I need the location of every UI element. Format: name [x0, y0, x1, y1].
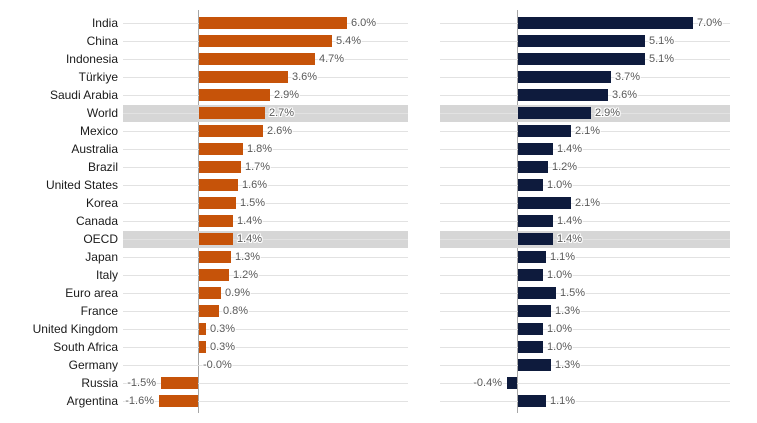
right-plot-cell — [440, 248, 730, 266]
chart-row-russia — [0, 374, 757, 392]
bar-south-africa — [518, 341, 543, 353]
value-label: 5.1% — [649, 35, 675, 47]
bar-world — [518, 107, 591, 119]
value-label: 2.1% — [575, 197, 601, 209]
value-label: 3.7% — [615, 71, 641, 83]
value-label: 1.4% — [557, 233, 583, 245]
category-label: Brazil — [87, 160, 118, 174]
row-leader-line — [440, 401, 730, 402]
category-label: OECD — [83, 232, 118, 246]
bar-argentina — [518, 395, 546, 407]
bar-united-states — [518, 179, 543, 191]
value-label: 2.9% — [274, 89, 300, 101]
left-plot-cell — [123, 104, 408, 122]
value-label: -0.0% — [203, 359, 232, 371]
category-label: Australia — [71, 142, 118, 156]
value-label: 1.5% — [240, 197, 266, 209]
bar-china — [518, 35, 645, 47]
right-plot-cell — [440, 392, 730, 410]
value-label: 1.1% — [550, 395, 576, 407]
row-leader-line — [440, 275, 730, 276]
bar-türkiye — [518, 71, 611, 83]
value-label: 2.9% — [595, 107, 621, 119]
chart-row-japan — [0, 248, 757, 266]
chart-row-argentina — [0, 392, 757, 410]
category-label: Germany — [68, 358, 118, 372]
value-label: 1.4% — [237, 215, 263, 227]
row-leader-line — [440, 221, 730, 222]
right-plot-cell — [440, 176, 730, 194]
bar-argentina — [159, 395, 198, 407]
value-label: 2.6% — [267, 125, 293, 137]
bar-japan — [199, 251, 231, 263]
value-label: 5.4% — [336, 35, 362, 47]
left-plot-cell — [123, 122, 408, 140]
chart-row-mexico — [0, 122, 757, 140]
category-label: Argentina — [66, 394, 118, 408]
value-label: 0.9% — [225, 287, 251, 299]
chart-row-brazil — [0, 158, 757, 176]
chart-row-south-africa — [0, 338, 757, 356]
chart-row-australia — [0, 140, 757, 158]
left-plot-cell — [123, 140, 408, 158]
right-plot-cell — [440, 212, 730, 230]
chart-row-korea — [0, 194, 757, 212]
bar-south-africa — [199, 341, 206, 353]
value-label: 5.1% — [649, 53, 675, 65]
left-plot-cell — [123, 68, 408, 86]
row-leader-line — [123, 365, 408, 366]
category-label: Indonesia — [65, 52, 118, 66]
right-plot-cell — [440, 374, 730, 392]
bar-canada — [518, 215, 553, 227]
bar-korea — [518, 197, 571, 209]
chart-row-türkiye — [0, 68, 757, 86]
right-plot-cell — [440, 194, 730, 212]
chart-row-united-kingdom — [0, 320, 757, 338]
left-plot-cell — [123, 302, 408, 320]
chart-row-united-states — [0, 176, 757, 194]
row-leader-line — [123, 311, 408, 312]
bar-australia — [518, 143, 553, 155]
category-label: Canada — [75, 214, 118, 228]
right-plot-cell — [440, 104, 730, 122]
row-leader-line — [440, 365, 730, 366]
value-label: 3.6% — [612, 89, 638, 101]
category-label: Japan — [85, 250, 118, 264]
left-plot-cell — [123, 248, 408, 266]
bar-united-states — [199, 179, 238, 191]
row-leader-line — [440, 185, 730, 186]
right-plot-cell — [440, 356, 730, 374]
bar-mexico — [518, 125, 571, 137]
row-leader-line — [440, 311, 730, 312]
bar-china — [199, 35, 332, 47]
bar-saudi-arabia — [199, 89, 270, 101]
bar-brazil — [199, 161, 241, 173]
value-label: 1.6% — [242, 179, 268, 191]
value-label: 1.3% — [235, 251, 261, 263]
row-leader-line — [123, 347, 408, 348]
right-plot-cell — [440, 230, 730, 248]
bar-france — [199, 305, 219, 317]
bar-türkiye — [199, 71, 288, 83]
row-leader-line — [123, 293, 408, 294]
bar-world — [199, 107, 265, 119]
row-leader-line — [123, 131, 408, 132]
row-leader-line — [123, 239, 408, 240]
value-label: 1.4% — [557, 143, 583, 155]
value-label: 1.0% — [547, 269, 573, 281]
left-plot-cell — [123, 158, 408, 176]
category-label: China — [86, 34, 118, 48]
left-plot-cell — [123, 338, 408, 356]
value-label: 1.3% — [555, 359, 581, 371]
category-label: South Africa — [53, 340, 118, 354]
row-leader-line — [123, 329, 408, 330]
chart-row-indonesia — [0, 50, 757, 68]
value-label: 1.7% — [245, 161, 271, 173]
bar-oecd — [199, 233, 233, 245]
category-label: Korea — [85, 196, 118, 210]
bar-indonesia — [199, 53, 315, 65]
category-label: Italy — [95, 268, 118, 282]
value-label: -1.6% — [125, 395, 154, 407]
value-label: 1.8% — [247, 143, 273, 155]
value-label: 1.4% — [237, 233, 263, 245]
category-label: Euro area — [65, 286, 118, 300]
right-plot-cell — [440, 338, 730, 356]
right-plot-cell — [440, 50, 730, 68]
chart-row-germany — [0, 356, 757, 374]
bar-france — [518, 305, 551, 317]
chart-row-india — [0, 14, 757, 32]
row-leader-line — [123, 221, 408, 222]
value-label: 1.0% — [547, 341, 573, 353]
right-plot-cell — [440, 158, 730, 176]
category-label: United States — [45, 178, 118, 192]
chart-row-oecd — [0, 230, 757, 248]
bar-india — [199, 17, 347, 29]
bar-indonesia — [518, 53, 645, 65]
chart-row-world — [0, 104, 757, 122]
category-label: Russia — [81, 376, 118, 390]
row-leader-line — [123, 113, 408, 114]
bar-korea — [199, 197, 236, 209]
value-label: 2.7% — [269, 107, 295, 119]
right-plot-cell — [440, 86, 730, 104]
left-plot-cell — [123, 356, 408, 374]
left-plot-cell — [123, 320, 408, 338]
left-plot-cell — [123, 374, 408, 392]
bar-russia — [161, 377, 198, 389]
row-leader-line — [123, 203, 408, 204]
value-label: 7.0% — [697, 17, 723, 29]
bar-italy — [199, 269, 229, 281]
value-label: 3.6% — [292, 71, 318, 83]
category-label: Türkiye — [78, 70, 118, 84]
value-label: 1.0% — [547, 323, 573, 335]
category-label: United Kingdom — [32, 322, 118, 336]
left-plot-cell — [123, 176, 408, 194]
bar-germany — [518, 359, 551, 371]
row-leader-line — [440, 239, 730, 240]
right-plot-cell — [440, 32, 730, 50]
right-plot-cell — [440, 68, 730, 86]
row-leader-line — [440, 347, 730, 348]
value-label: -1.5% — [127, 377, 156, 389]
value-label: 0.3% — [210, 323, 236, 335]
bar-russia — [507, 377, 517, 389]
value-label: 1.5% — [560, 287, 586, 299]
bar-euro-area — [199, 287, 221, 299]
value-label: 1.2% — [233, 269, 259, 281]
category-label: India — [91, 16, 118, 30]
value-label: 0.3% — [210, 341, 236, 353]
chart-row-france — [0, 302, 757, 320]
value-label: 6.0% — [351, 17, 377, 29]
chart-row-canada — [0, 212, 757, 230]
bar-euro-area — [518, 287, 556, 299]
right-plot-cell — [440, 14, 730, 32]
value-label: 1.0% — [547, 179, 573, 191]
bar-india — [518, 17, 693, 29]
row-leader-line — [440, 257, 730, 258]
left-plot-cell — [123, 392, 408, 410]
right-plot-cell — [440, 266, 730, 284]
left-plot-cell — [123, 266, 408, 284]
value-label: 1.3% — [555, 305, 581, 317]
left-plot-cell — [123, 230, 408, 248]
right-plot-cell — [440, 284, 730, 302]
value-label: 1.2% — [552, 161, 578, 173]
left-plot-cell — [123, 86, 408, 104]
left-plot-cell — [123, 50, 408, 68]
category-label: Saudi Arabia — [49, 88, 118, 102]
bar-united-kingdom — [518, 323, 543, 335]
bar-united-kingdom — [199, 323, 206, 335]
bar-oecd — [518, 233, 553, 245]
right-plot-cell — [440, 302, 730, 320]
value-label: 4.7% — [319, 53, 345, 65]
left-plot-cell — [123, 14, 408, 32]
bar-japan — [518, 251, 546, 263]
bar-brazil — [518, 161, 548, 173]
left-plot-cell — [123, 194, 408, 212]
chart-row-china — [0, 32, 757, 50]
bar-australia — [199, 143, 243, 155]
right-plot-cell — [440, 320, 730, 338]
row-leader-line — [440, 329, 730, 330]
value-label: 1.4% — [557, 215, 583, 227]
left-plot-cell — [123, 32, 408, 50]
bar-italy — [518, 269, 543, 281]
bar-canada — [199, 215, 233, 227]
category-label: Mexico — [79, 124, 118, 138]
row-leader-line — [123, 257, 408, 258]
row-leader-line — [440, 167, 730, 168]
value-label: 1.1% — [550, 251, 576, 263]
bar-saudi-arabia — [518, 89, 608, 101]
chart-row-saudi-arabia — [0, 86, 757, 104]
value-label: 2.1% — [575, 125, 601, 137]
chart-row-euro-area — [0, 284, 757, 302]
bar-mexico — [199, 125, 263, 137]
category-label: France — [80, 304, 118, 318]
chart-row-italy — [0, 266, 757, 284]
left-plot-cell — [123, 284, 408, 302]
left-plot-cell — [123, 212, 408, 230]
value-label: 0.8% — [223, 305, 249, 317]
value-label: -0.4% — [473, 377, 502, 389]
right-plot-cell — [440, 122, 730, 140]
right-plot-cell — [440, 140, 730, 158]
category-label: World — [86, 106, 118, 120]
row-leader-line — [440, 149, 730, 150]
row-leader-line — [123, 275, 408, 276]
